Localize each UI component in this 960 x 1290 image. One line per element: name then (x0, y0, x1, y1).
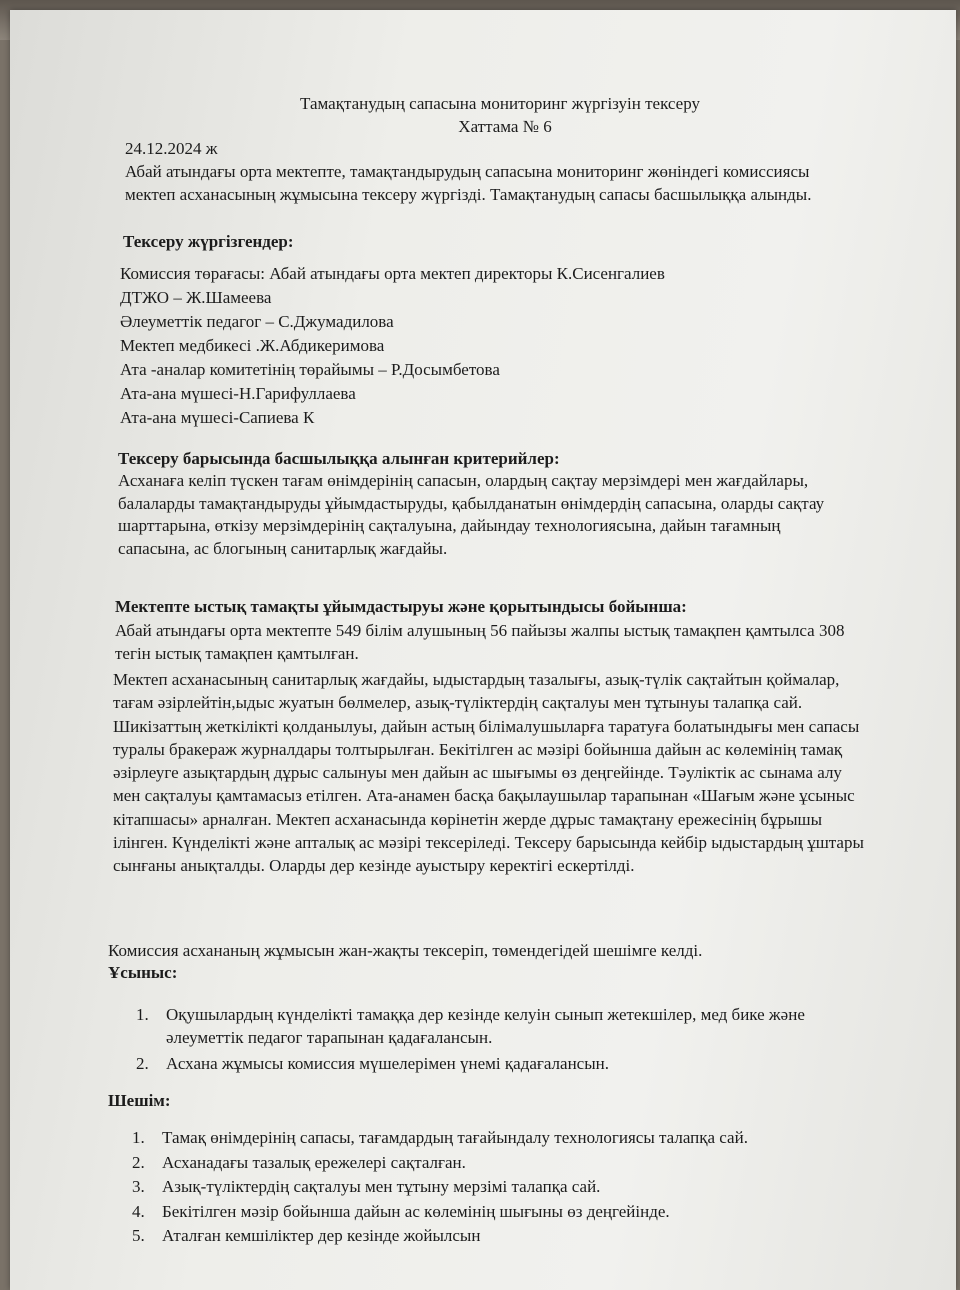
list-item (136, 1053, 876, 1076)
decision-list (132, 1127, 872, 1250)
commission-heading: Тексеру жүргізгендер: (123, 232, 294, 251)
list-item-text: Оқушылардың күнделікті тамаққа дер кезінде келуін сынып жетекшілер, мед бике және әлеуметтік педагог тарапынан қадағалансын. (166, 1005, 805, 1047)
list-number: 5. (132, 1226, 145, 1245)
document-date: 24.12.2024 ж (125, 139, 218, 158)
commission-conclusion: Комиссия асхананың жұмысын жан-жақты тексеріп, төмендегідей шешімге келді. (108, 941, 703, 960)
list-number: 4. (132, 1201, 145, 1221)
list-item-text: Аталған кемшіліктер дер кезінде жойылсын (162, 1226, 481, 1245)
commission-member: Мектеп медбикесі .Ж.Абдикеримова (120, 336, 385, 355)
list-item-text: Бекітілген мәзір бойынша дайын ас көлемінің шығыны өз деңгейінде. (162, 1201, 670, 1221)
commission-member: Ата-ана мүшесі-Н.Гарифуллаева (120, 384, 356, 403)
list-item (132, 1127, 872, 1150)
list-item-text: Асхана жұмысы комиссия мүшелерімен үнемі қадағалансын. (166, 1054, 609, 1073)
list-item (132, 1152, 872, 1175)
recommendations-list (136, 1004, 876, 1080)
commission-member: Әлеуметтік педагог – С.Джумадилова (120, 312, 394, 331)
list-item (132, 1201, 872, 1224)
criteria-heading: Тексеру барысында басшылыққа алынған критерийлер: (118, 449, 560, 468)
list-item (132, 1176, 872, 1199)
hot-meals-heading: Мектепте ыстық тамақты ұйымдастыруы және қорытындысы бойынша: (115, 597, 687, 616)
list-item (132, 1225, 872, 1248)
list-number: 2. (136, 1054, 149, 1073)
protocol-number: Хаттама № 6 (458, 117, 552, 136)
list-item-text: Асханадағы тазалық ережелері сақталған. (162, 1152, 466, 1172)
list-number: 3. (132, 1177, 145, 1196)
commission-member: Ата-ана мүшесі-Сапиева К (120, 408, 315, 427)
document-title: Тамақтанудың сапасына мониторинг жүргізуін тексеру (300, 94, 700, 113)
commission-member: ДТЖО – Ж.Шамеева (120, 288, 272, 307)
list-number: 1. (136, 1005, 149, 1024)
list-item-text: Азық-түліктердің сақталуы мен тұтыну мерзімі талапқа сай. (162, 1177, 601, 1196)
commission-member: Ата -аналар комитетінің төрайымы – Р.Досымбетова (120, 360, 500, 379)
list-item (136, 1004, 876, 1049)
list-number: 2. (132, 1152, 145, 1172)
decision-heading: Шешім: (108, 1091, 171, 1110)
criteria-paragraph: Асханаға келіп түскен тағам өнімдерінің сапасын, олардың сақтау мерзімдері мен жағдайлары, балаларды тамақтандыруды ұйымдастыруды, қабылданатын өнімдердің сапасына, оларды сақтау шарттарына, өткізу мерзімдерінің сақталуына, дайындау технологиясына, дайын тағамның сапасына, ас блогының санитарлық жағдайы. (118, 471, 825, 558)
intro-paragraph: Абай атындағы орта мектепте, тамақтандырудың сапасына мониторинг жөніндегі комиссиясы мектеп асханасының жұмысына тексеру жүргізді. Тамақтанудың сапасы басшылыққа алынды. (125, 162, 812, 204)
hot-meals-details: Мектеп асханасының санитарлық жағдайы, ыдыстардың тазалығы, азық-түлік сақтайтын қоймалар, тағам әзірлейтін,ыдыс жуатын бөлмелер, азық-түліктердің сақталуы мен тұтынуы талапқа сай. Шикізаттың жеткілікті қолданылуы, дайын астың білімалушыларға таратуға болатындығы мен сапасы туралы бракераж журналдары толтырылған. Бекітілген ас мәзірі бойынша дайын ас көлемінің тамақ әзірлеуге азықтардың дұрыс салынуы мен дайын ас шығымы өз деңгейінде. Тәуліктік ас сынама алу мен сақталуы қамтамасыз етілген. Ата-анамен басқа бақылаушылар тарапынан «Шағым және ұсыныс кітапшасы» арналған. Мектеп асханасында көрінетін жерде дұрыс тамақтану ережесінің бұрышы ілінген. Күнделікті және апталық ас мәзірі тексеріледі. Тексеру барысында кейбір ыдыстардың ұштары сынғаны анықталды. Оларды дер кезінде ауыстыру керектігі ескертілді. (113, 670, 864, 876)
list-item-text: Тамақ өнімдерінің сапасы, тағамдардың тағайындалу технологиясы талапқа сай. (162, 1128, 748, 1147)
commission-member: Комиссия төрағасы: Абай атындағы орта мектеп директоры К.Сисенгалиев (120, 264, 665, 283)
list-number: 1. (132, 1128, 145, 1147)
hot-meals-summary: Абай атындағы орта мектепте 549 білім алушының 56 пайызы жалпы ыстық тамақпен қамтылса 308 тегін ыстық тамақпен қамтылған. (115, 621, 845, 663)
commission-members-list (120, 262, 665, 430)
recommendations-heading: Ұсыныс: (108, 963, 178, 982)
